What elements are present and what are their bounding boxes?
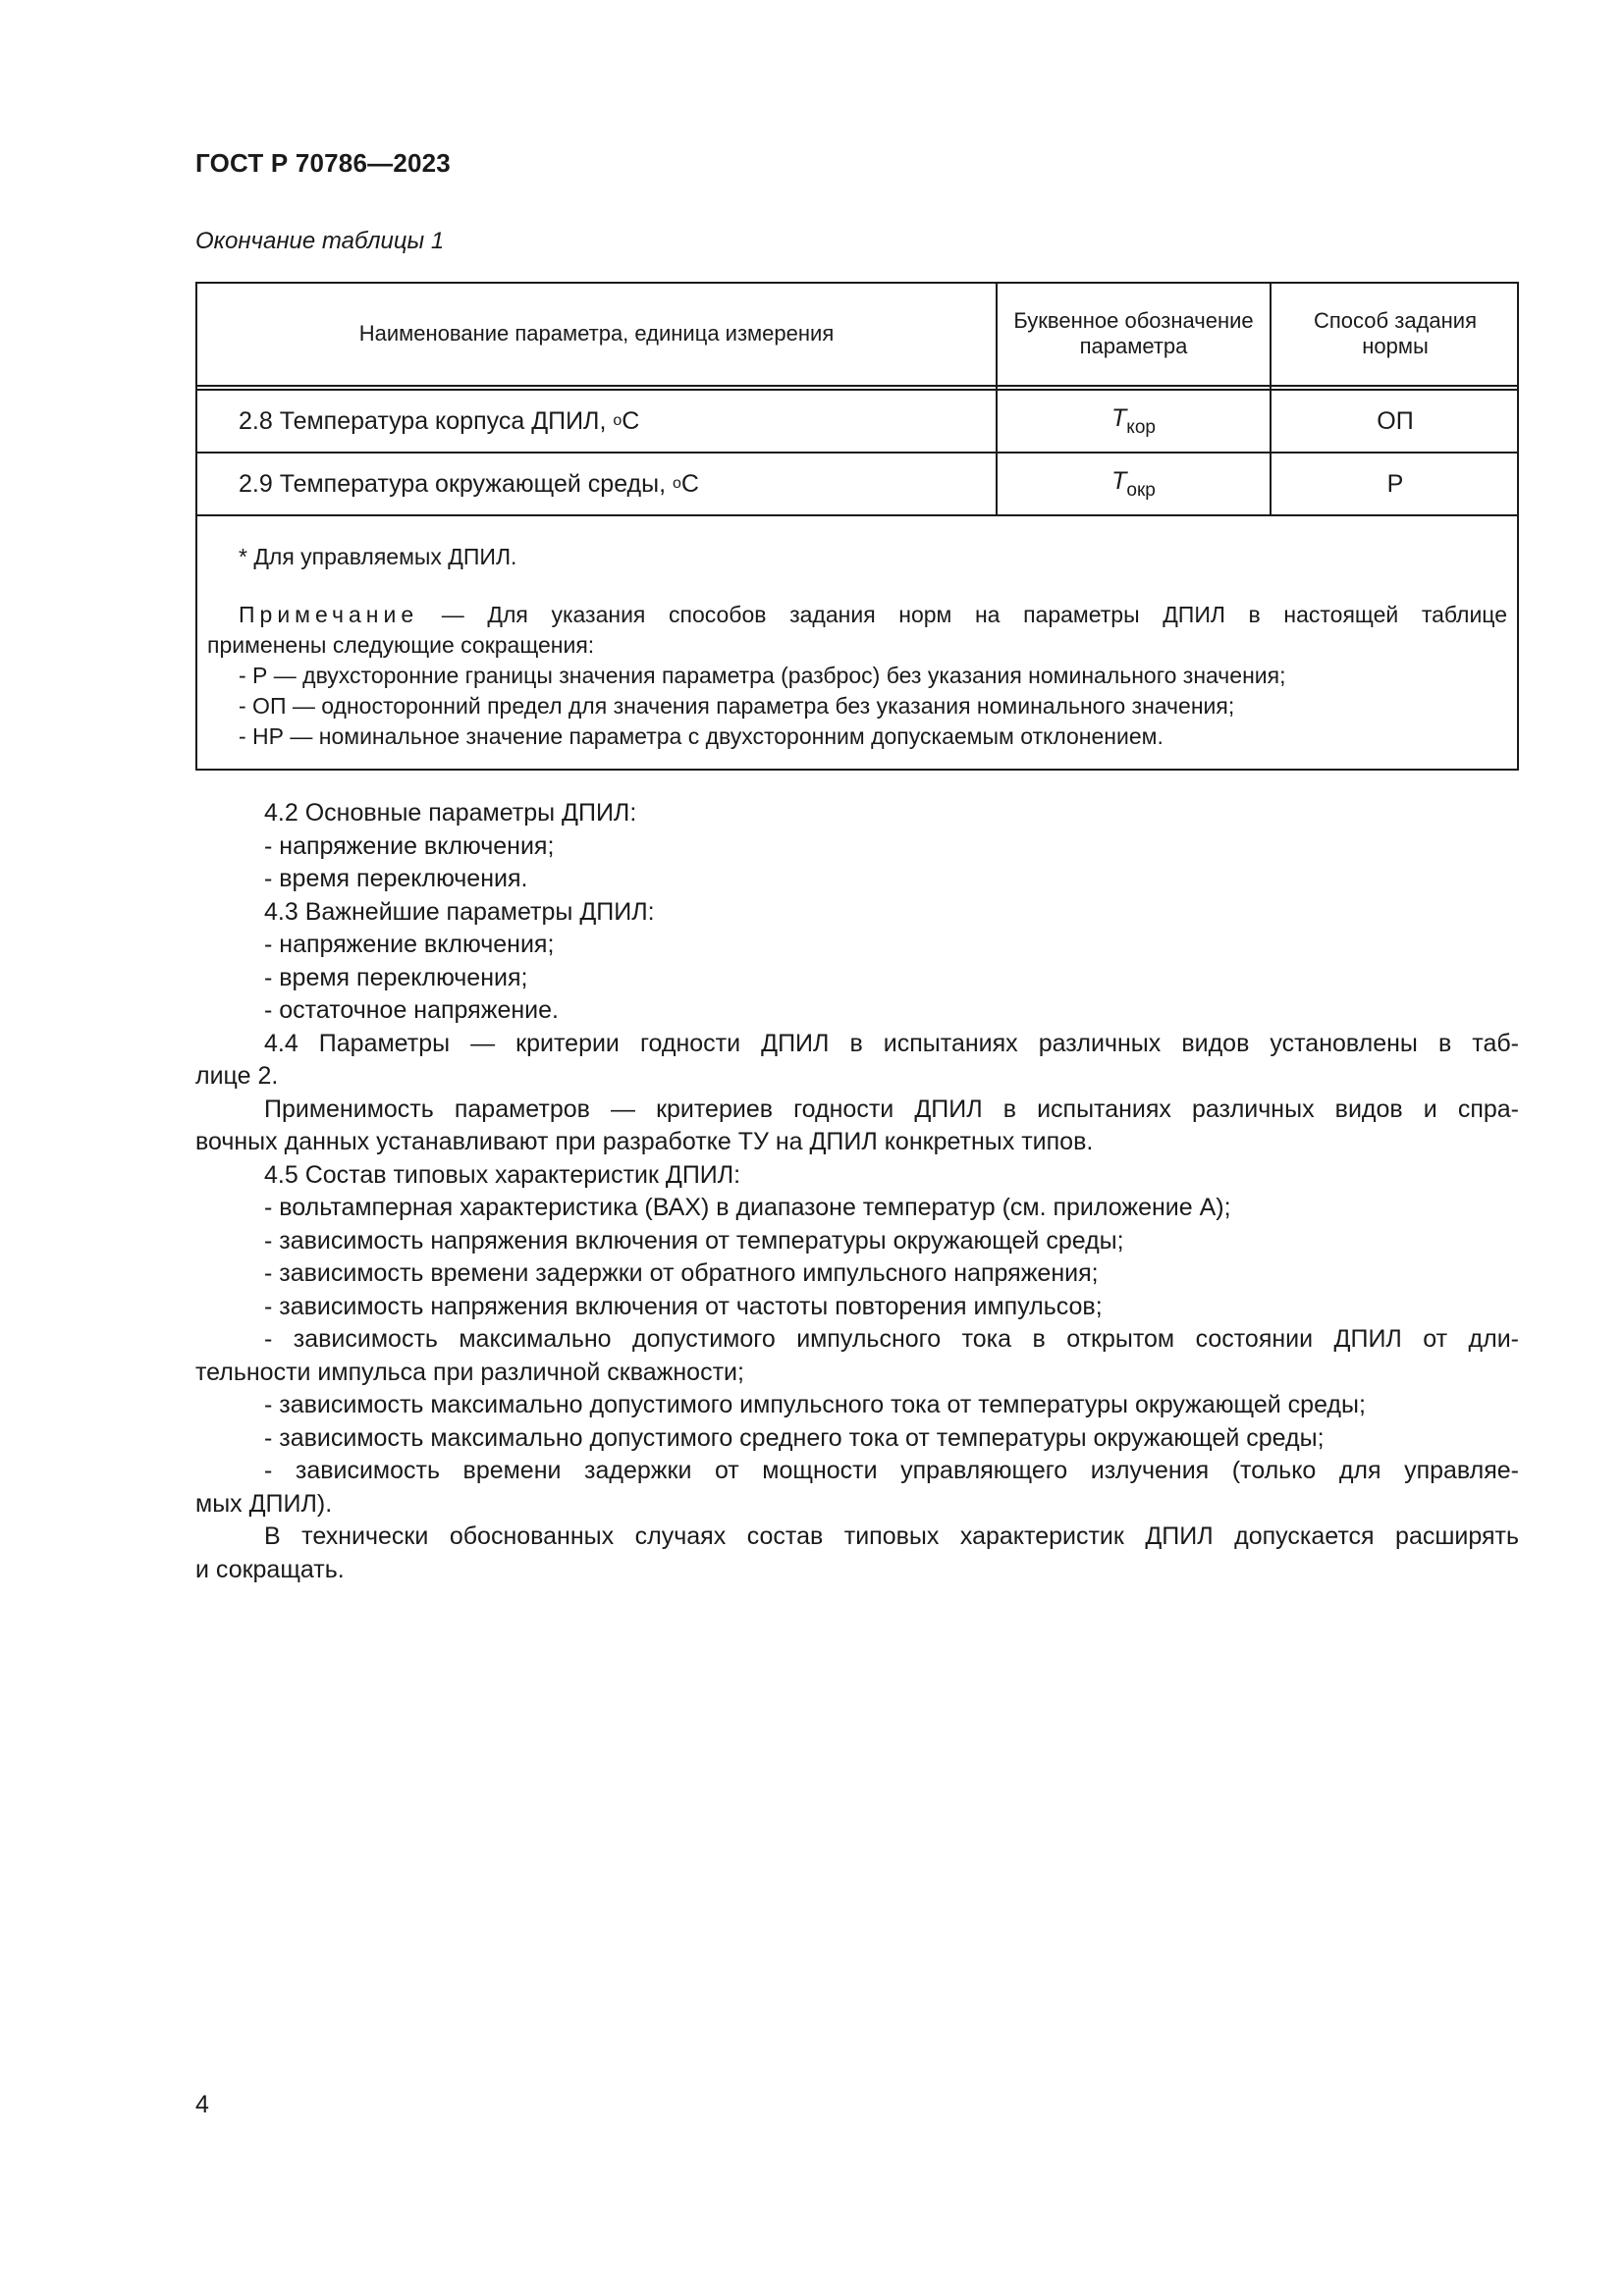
list-item: - зависимость времени задержки от обратного импульсного напряжения; bbox=[264, 1259, 1099, 1287]
list-item: - напряжение включения; bbox=[264, 831, 555, 860]
note-item: - ОП — односторонний предел для значения параметра без указания номинального значения; bbox=[239, 693, 1235, 719]
list-item-continued: тельности импульса при различной скважности; bbox=[195, 1358, 744, 1386]
note-item: - Р — двухсторонние границы значения параметра (разброс) без указания номинального значения; bbox=[239, 663, 1286, 688]
list-item: - зависимость напряжения включения от частоты повторения импульсов; bbox=[264, 1292, 1103, 1320]
body-text bbox=[195, 797, 1519, 1586]
note-item: - НР — номинальное значение параметра с двухсторонним допускаемым отклонением. bbox=[239, 723, 1164, 749]
paragraph-final: В технически обоснованных случаях состав типовых характеристик ДПИЛ допускается расширять bbox=[264, 1522, 1519, 1550]
list-item: - зависимость времени задержки от мощности управляющего излучения (только для управляе- bbox=[264, 1457, 1519, 1484]
list-item: - вольтамперная характеристика (ВАХ) в диапазоне температур (см. приложение А); bbox=[264, 1194, 1231, 1221]
column-header-norm: Способ задания нормы bbox=[1314, 308, 1477, 358]
paragraph-4-3: 4.3 Важнейшие параметры ДПИЛ: bbox=[264, 897, 655, 926]
list-item-continued: мых ДПИЛ). bbox=[195, 1489, 333, 1518]
paragraph-applicability-continued: вочных данных устанавливают при разработке ТУ на ДПИЛ конкретных типов. bbox=[195, 1128, 1094, 1155]
list-item: - зависимость максимально допустимого импульсного тока от температуры окружающей среды; bbox=[264, 1391, 1366, 1418]
column-header-symbol: Буквенное обозначение параметра bbox=[1013, 308, 1254, 358]
list-item: - время переключения. bbox=[264, 865, 528, 892]
table-footnote: * Для управляемых ДПИЛ. bbox=[239, 544, 517, 569]
table-row-name: 2.8 Температура корпуса ДПИЛ, о С bbox=[239, 406, 640, 435]
table-row-norm: Р bbox=[1386, 469, 1404, 498]
list-item: - зависимость максимально допустимого импульсного тока в открытом состоянии ДПИЛ от дли- bbox=[264, 1325, 1519, 1353]
paragraph-4-4-continued: лице 2. bbox=[195, 1062, 279, 1090]
list-item: - остаточное напряжение. bbox=[264, 996, 559, 1024]
paragraph-applicability: Применимость параметров — критериев годности ДПИЛ в испытаниях различных видов и спра- bbox=[264, 1095, 1519, 1123]
paragraph-4-5: 4.5 Состав типовых характеристик ДПИЛ: bbox=[264, 1160, 741, 1189]
paragraph-final-continued: и сокращать. bbox=[195, 1555, 345, 1583]
table-row-name: 2.9 Температура окружающей среды, о С bbox=[239, 469, 699, 498]
list-item: - напряжение включения; bbox=[264, 931, 555, 958]
paragraph-4-4: 4.4 Параметры — критерии годности ДПИЛ в испытаниях различных видов установлены в таб- bbox=[264, 1029, 1519, 1057]
list-item: - зависимость напряжения включения от температуры окружающей среды; bbox=[264, 1226, 1124, 1255]
table-row-norm: ОП bbox=[1377, 406, 1414, 435]
table-notes bbox=[207, 542, 1507, 752]
page-number: 4 bbox=[195, 2091, 209, 2118]
table-row-symbol: $T_{окр}$ bbox=[1111, 466, 1156, 501]
table-row-symbol: $T_{кор}$ bbox=[1111, 403, 1156, 438]
row-divider bbox=[197, 514, 1517, 516]
header-divider bbox=[197, 385, 1517, 387]
document-code: ГОСТ Р 70786—2023 bbox=[195, 148, 451, 178]
table-caption: Окончание таблицы 1 bbox=[195, 228, 445, 254]
column-header-name: Наименование параметра, единица измерения bbox=[358, 321, 835, 346]
list-item: - зависимость максимально допустимого среднего тока от температуры окружающей среды; bbox=[264, 1423, 1325, 1452]
note-second-line: применены следующие сокращения: bbox=[207, 632, 595, 658]
parameters-table bbox=[195, 282, 1519, 771]
list-item: - время переключения; bbox=[264, 963, 528, 991]
paragraph-4-2: 4.2 Основные параметры ДПИЛ: bbox=[264, 799, 637, 827]
note-first-line: Примечание — Для указания способов задания норм на параметры ДПИЛ в настоящей таблице bbox=[239, 602, 1508, 627]
